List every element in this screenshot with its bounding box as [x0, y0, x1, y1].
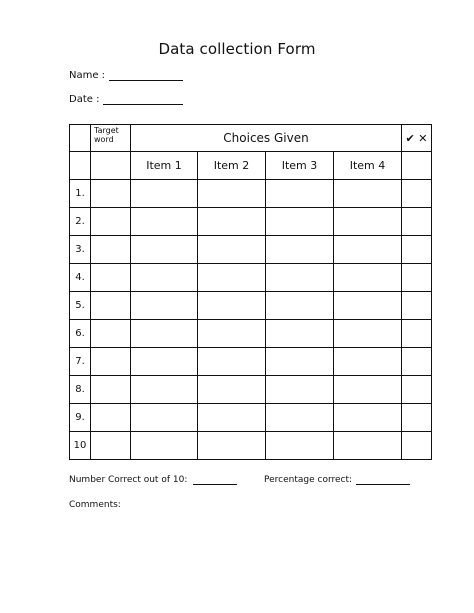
form-title: Data collection Form — [158, 40, 316, 58]
number-correct-field — [69, 475, 237, 485]
check-cell[interactable] — [402, 180, 432, 208]
number-correct-label: Number Correct out of 10: — [69, 475, 188, 485]
table-row — [70, 432, 432, 460]
item-header-row — [70, 152, 432, 180]
item-2-cell[interactable] — [198, 180, 266, 208]
table-row — [70, 236, 432, 264]
check-cell[interactable] — [402, 432, 432, 460]
name-field — [69, 70, 183, 81]
target-word-cell[interactable] — [91, 264, 131, 292]
item-3-cell[interactable] — [266, 404, 334, 432]
item-3-header: Item 3 — [266, 152, 334, 180]
check-cell[interactable] — [402, 236, 432, 264]
row-number: 4. — [70, 264, 91, 292]
item-3-cell[interactable] — [266, 376, 334, 404]
check-cell[interactable] — [402, 292, 432, 320]
item-4-header: Item 4 — [334, 152, 402, 180]
item-2-cell[interactable] — [198, 404, 266, 432]
row-number: 8. — [70, 376, 91, 404]
check-cell[interactable] — [402, 404, 432, 432]
item-1-cell[interactable] — [131, 236, 198, 264]
item-1-cell[interactable] — [131, 432, 198, 460]
item-4-cell[interactable] — [334, 432, 402, 460]
table-row — [70, 208, 432, 236]
table-row — [70, 264, 432, 292]
check-cell[interactable] — [402, 348, 432, 376]
table-row — [70, 180, 432, 208]
table-row — [70, 348, 432, 376]
item-4-cell[interactable] — [334, 208, 402, 236]
target-word-cell[interactable] — [91, 348, 131, 376]
data-collection-table — [69, 124, 432, 460]
item-1-cell[interactable] — [131, 292, 198, 320]
target-word-cell[interactable] — [91, 320, 131, 348]
item-3-cell[interactable] — [266, 208, 334, 236]
row-number: 1. — [70, 180, 91, 208]
item-4-cell[interactable] — [334, 236, 402, 264]
blank-cell — [70, 152, 91, 180]
row-number: 2. — [70, 208, 91, 236]
item-4-cell[interactable] — [334, 348, 402, 376]
item-2-cell[interactable] — [198, 348, 266, 376]
row-number: 3. — [70, 236, 91, 264]
item-4-cell[interactable] — [334, 264, 402, 292]
date-blank-line[interactable] — [103, 94, 183, 105]
item-3-cell[interactable] — [266, 320, 334, 348]
item-2-cell[interactable] — [198, 292, 266, 320]
blank-cell — [402, 152, 432, 180]
item-3-cell[interactable] — [266, 264, 334, 292]
header-row — [70, 125, 432, 152]
table-row — [70, 404, 432, 432]
row-number: 7. — [70, 348, 91, 376]
item-1-cell[interactable] — [131, 404, 198, 432]
item-3-cell[interactable] — [266, 348, 334, 376]
corner-cell — [70, 125, 91, 152]
target-word-cell[interactable] — [91, 292, 131, 320]
blank-cell — [91, 152, 131, 180]
name-blank-line[interactable] — [109, 70, 183, 81]
name-label: Name : — [69, 70, 106, 81]
comments-label: Comments: — [69, 500, 121, 510]
item-1-cell[interactable] — [131, 180, 198, 208]
target-word-header: Target word — [91, 125, 131, 152]
item-1-cell[interactable] — [131, 264, 198, 292]
item-1-cell[interactable] — [131, 376, 198, 404]
item-1-cell[interactable] — [131, 208, 198, 236]
item-3-cell[interactable] — [266, 236, 334, 264]
target-word-cell[interactable] — [91, 376, 131, 404]
check-cross-header: ✔ ✕ — [402, 125, 432, 152]
date-field — [69, 94, 183, 105]
row-number: 10 — [70, 432, 91, 460]
item-2-cell[interactable] — [198, 432, 266, 460]
item-1-cell[interactable] — [131, 320, 198, 348]
table-row — [70, 376, 432, 404]
target-word-cell[interactable] — [91, 208, 131, 236]
table-row — [70, 320, 432, 348]
item-3-cell[interactable] — [266, 180, 334, 208]
item-2-cell[interactable] — [198, 236, 266, 264]
check-cell[interactable] — [402, 264, 432, 292]
item-2-header: Item 2 — [198, 152, 266, 180]
choices-given-header: Choices Given — [131, 125, 402, 152]
check-cell[interactable] — [402, 320, 432, 348]
row-number: 9. — [70, 404, 91, 432]
item-4-cell[interactable] — [334, 376, 402, 404]
row-number: 6. — [70, 320, 91, 348]
target-word-cell[interactable] — [91, 180, 131, 208]
item-2-cell[interactable] — [198, 264, 266, 292]
item-2-cell[interactable] — [198, 320, 266, 348]
number-correct-blank-line[interactable] — [193, 475, 237, 485]
percentage-correct-label: Percentage correct: — [264, 475, 353, 485]
check-cell[interactable] — [402, 208, 432, 236]
date-label: Date : — [69, 94, 100, 105]
item-2-cell[interactable] — [198, 376, 266, 404]
item-2-cell[interactable] — [198, 208, 266, 236]
item-3-cell[interactable] — [266, 292, 334, 320]
check-cell[interactable] — [402, 376, 432, 404]
table-row — [70, 292, 432, 320]
item-1-cell[interactable] — [131, 348, 198, 376]
item-4-cell[interactable] — [334, 404, 402, 432]
percentage-correct-field — [264, 475, 410, 485]
item-4-cell[interactable] — [334, 320, 402, 348]
item-3-cell[interactable] — [266, 432, 334, 460]
item-1-header: Item 1 — [131, 152, 198, 180]
target-word-cell[interactable] — [91, 432, 131, 460]
item-4-cell[interactable] — [334, 180, 402, 208]
row-number: 5. — [70, 292, 91, 320]
item-4-cell[interactable] — [334, 292, 402, 320]
target-word-cell[interactable] — [91, 404, 131, 432]
target-word-cell[interactable] — [91, 236, 131, 264]
percentage-correct-blank-line[interactable] — [356, 475, 410, 485]
